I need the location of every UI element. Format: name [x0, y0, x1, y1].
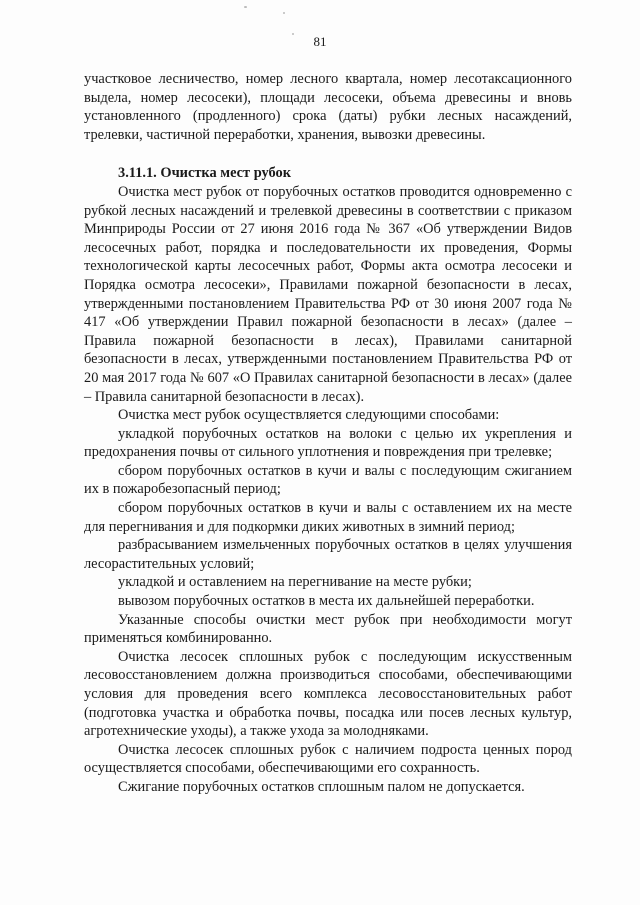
list-item: вывозом порубочных остатков в места их дальнейшей переработки. [118, 593, 535, 610]
paragraph: Указанные способы очистки мест рубок при необходимости могут применяться комбинированно. [84, 611, 572, 647]
paragraph: Очистка мест рубок от порубочных остатков проводится одновременно с рубкой лесных насаждений и трелевкой древесины в соответствии с приказом Минприроды России от 27 июня 2016 года № 367 «Об утверждении Видов лесосечных работ, порядка и последовательности их проведения, Формы технологической карты лесосечных работ, Формы акта осмотра лесосеки и Порядка осмотра лесосеки», Правилами пожарной безопасности в лесах, утвержденными постановлением Правительства РФ от 30 июня 2007 года № 417 «Об утверждении Правил пожарной безопасности в лесах» (далее – Правила пожарной безопасности в лесах), Правилами санитарной безопасности в лесах, утвержденными постановлением Правительства РФ от 20 мая 2017 года № 607 «О Правилах санитарной безопасности в лесах» (далее – Правила санитарной безопасности в лесах). [84, 183, 572, 405]
paragraph: Сжигание порубочных остатков сплошным палом не допускается. [118, 778, 525, 795]
list-item: укладкой и оставлением на перегнивание на месте рубки; [118, 574, 472, 591]
list-item: укладкой порубочных остатков на волоки с целью их укрепления и предохранения почвы от сильного уплотнения и повреждения при трелевке; [84, 425, 572, 461]
list-item: сбором порубочных остатков в кучи и валы с оставлением их на месте для перегнивания и для подкормки диких животных в зимний период; [84, 500, 572, 535]
document-body [84, 70, 572, 797]
paragraph: Очистка лесосек сплошных рубок с наличием подроста ценных пород осуществляется способами, обеспечивающими его сохранность. [84, 741, 572, 777]
section-heading: 3.11.1. Очистка мест рубок [118, 165, 292, 182]
paragraph: Очистка лесосек сплошных рубок с последующим искусственным лесовосстановлением должна производиться способами, обеспечивающими условия для проведения всего комплекса лесовосстановительных работ (подготовка участка и обработка почвы, посадка или посев лесных культур, агротехнические уходы), а также ухода за молодняками. [84, 648, 572, 740]
scan-speck [244, 6, 247, 8]
paragraph: Очистка мест рубок осуществляется следующими способами: [118, 407, 500, 424]
list-item: сбором порубочных остатков в кучи и валы с последующим сжиганием их в пожаробезопасный период; [84, 462, 572, 498]
list-item: разбрасыванием измельченных порубочных остатков в целях улучшения лесорастительных условий; [84, 537, 572, 572]
page-number: 81 [313, 34, 327, 49]
scan-speck [283, 12, 285, 14]
paragraph-continuation: участковое лесничество, номер лесного квартала, номер лесотаксационного выдела, номер лесосеки), площади лесосеки, объема древесины и вновь установленного (продленного) срока (даты) рубки лесных насаждений, трелевки, частичной переработки, хранения, вывозки древесины. [84, 71, 572, 143]
